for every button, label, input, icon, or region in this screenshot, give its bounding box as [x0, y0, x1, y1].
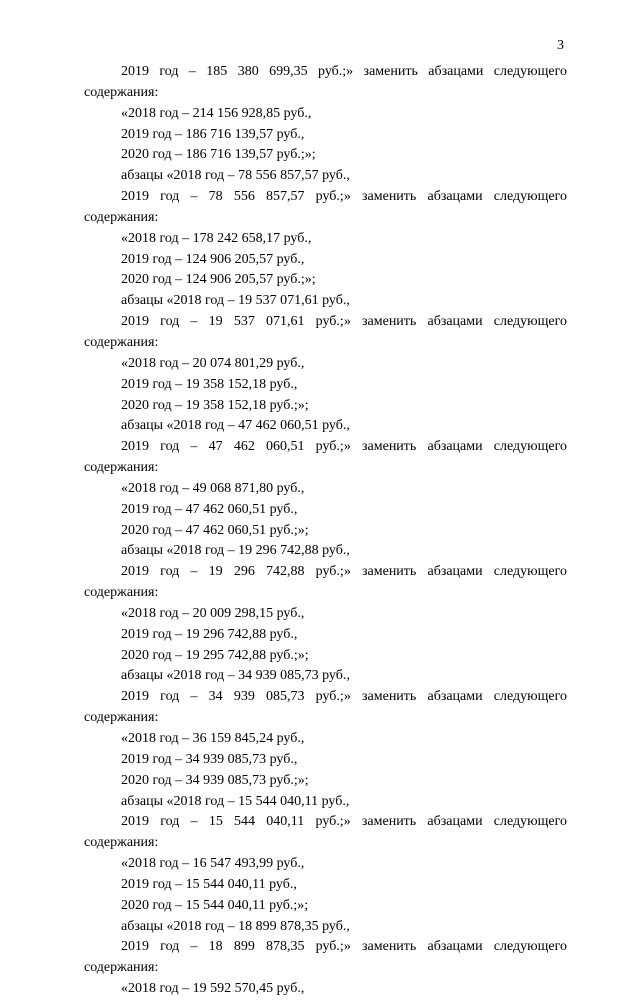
text-line: содержания:	[84, 84, 159, 100]
text-line: 2019 год – 47 462 060,51 руб.;» заменить абзацами следующего	[121, 439, 567, 455]
page-number: 3	[557, 38, 564, 53]
text-line: 2019 год – 47 462 060,51 руб.,	[121, 501, 298, 517]
text-line: 2019 год – 34 939 085,73 руб.,	[121, 751, 298, 767]
text-line: «2018 год – 36 159 845,24 руб.,	[121, 731, 305, 746]
text-line: 2019 год – 78 556 857,57 руб.;» заменить абзацами следующего	[121, 189, 567, 205]
text-line: 2020 год – 124 906 205,57 руб.;»;	[121, 272, 316, 288]
text-line: содержания:	[84, 710, 159, 726]
text-line: содержания:	[84, 209, 159, 225]
text-line: содержания:	[84, 334, 159, 350]
text-line: «2018 год – 49 068 871,80 руб.,	[121, 480, 305, 496]
text-line: 2020 год – 47 462 060,51 руб.;»;	[121, 522, 309, 538]
text-line: 2020 год – 186 716 139,57 руб.;»;	[121, 147, 316, 163]
text-line: содержания:	[84, 960, 159, 976]
document-body	[84, 62, 567, 1000]
text-line: 2019 год – 19 358 152,18 руб.,	[121, 376, 298, 392]
text-line: 2019 год – 186 716 139,57 руб.,	[121, 126, 305, 142]
text-line: абзацы «2018 год – 19 296 742,88 руб.,	[121, 543, 350, 559]
text-line: «2018 год – 16 547 493,99 руб.,	[121, 856, 305, 872]
text-line: 2019 год – 19 537 071,61 руб.;» заменить абзацами следующего	[121, 314, 567, 330]
text-line: 2019 год – 15 544 040,11 руб.,	[121, 876, 297, 892]
text-line: 2019 год – 34 939 085,73 руб.;» заменить абзацами следующего	[121, 689, 567, 705]
text-line: 2019 год – 18 899 878,35 руб.;» заменить абзацами следующего	[121, 939, 567, 955]
text-line: «2018 год – 19 592 570,45 руб.,	[121, 981, 305, 997]
text-line: 2020 год – 19 358 152,18 руб.;»;	[121, 397, 309, 413]
text-line: 2019 год – 124 906 205,57 руб.,	[121, 251, 305, 267]
text-line: 2020 год – 19 295 742,88 руб.;»;	[121, 647, 309, 663]
text-line: «2018 год – 20 009 298,15 руб.,	[121, 605, 305, 621]
text-line: 2019 год – 185 380 699,35 руб.;» заменить абзацами следующего	[121, 64, 567, 79]
text-line: 2020 год – 15 544 040,11 руб.;»;	[121, 897, 309, 913]
text-line: абзацы «2018 год – 19 537 071,61 руб.,	[121, 293, 350, 309]
text-line: «2018 год – 20 074 801,29 руб.,	[121, 355, 305, 371]
text-line: абзацы «2018 год – 78 556 857,57 руб.,	[121, 168, 350, 184]
text-line: абзацы «2018 год – 34 939 085,73 руб.,	[121, 668, 350, 684]
text-line: содержания:	[84, 460, 159, 476]
text-line: абзацы «2018 год – 15 544 040,11 руб.,	[121, 793, 350, 809]
text-line: содержания:	[84, 585, 159, 601]
text-line: 2020 год – 34 939 085,73 руб.;»;	[121, 772, 309, 788]
text-line: абзацы «2018 год – 47 462 060,51 руб.,	[121, 418, 350, 434]
text-line: «2018 год – 214 156 928,85 руб.,	[121, 105, 312, 121]
text-line: 2019 год – 19 296 742,88 руб.;» заменить абзацами следующего	[121, 564, 567, 580]
text-line: содержания:	[84, 835, 159, 851]
text-line: 2019 год – 15 544 040,11 руб.;» заменить абзацами следующего	[121, 814, 567, 830]
text-line: «2018 год – 178 242 658,17 руб.,	[121, 230, 312, 246]
text-line: 2019 год – 19 296 742,88 руб.,	[121, 626, 298, 642]
text-line: абзацы «2018 год – 18 899 878,35 руб.,	[121, 918, 350, 934]
